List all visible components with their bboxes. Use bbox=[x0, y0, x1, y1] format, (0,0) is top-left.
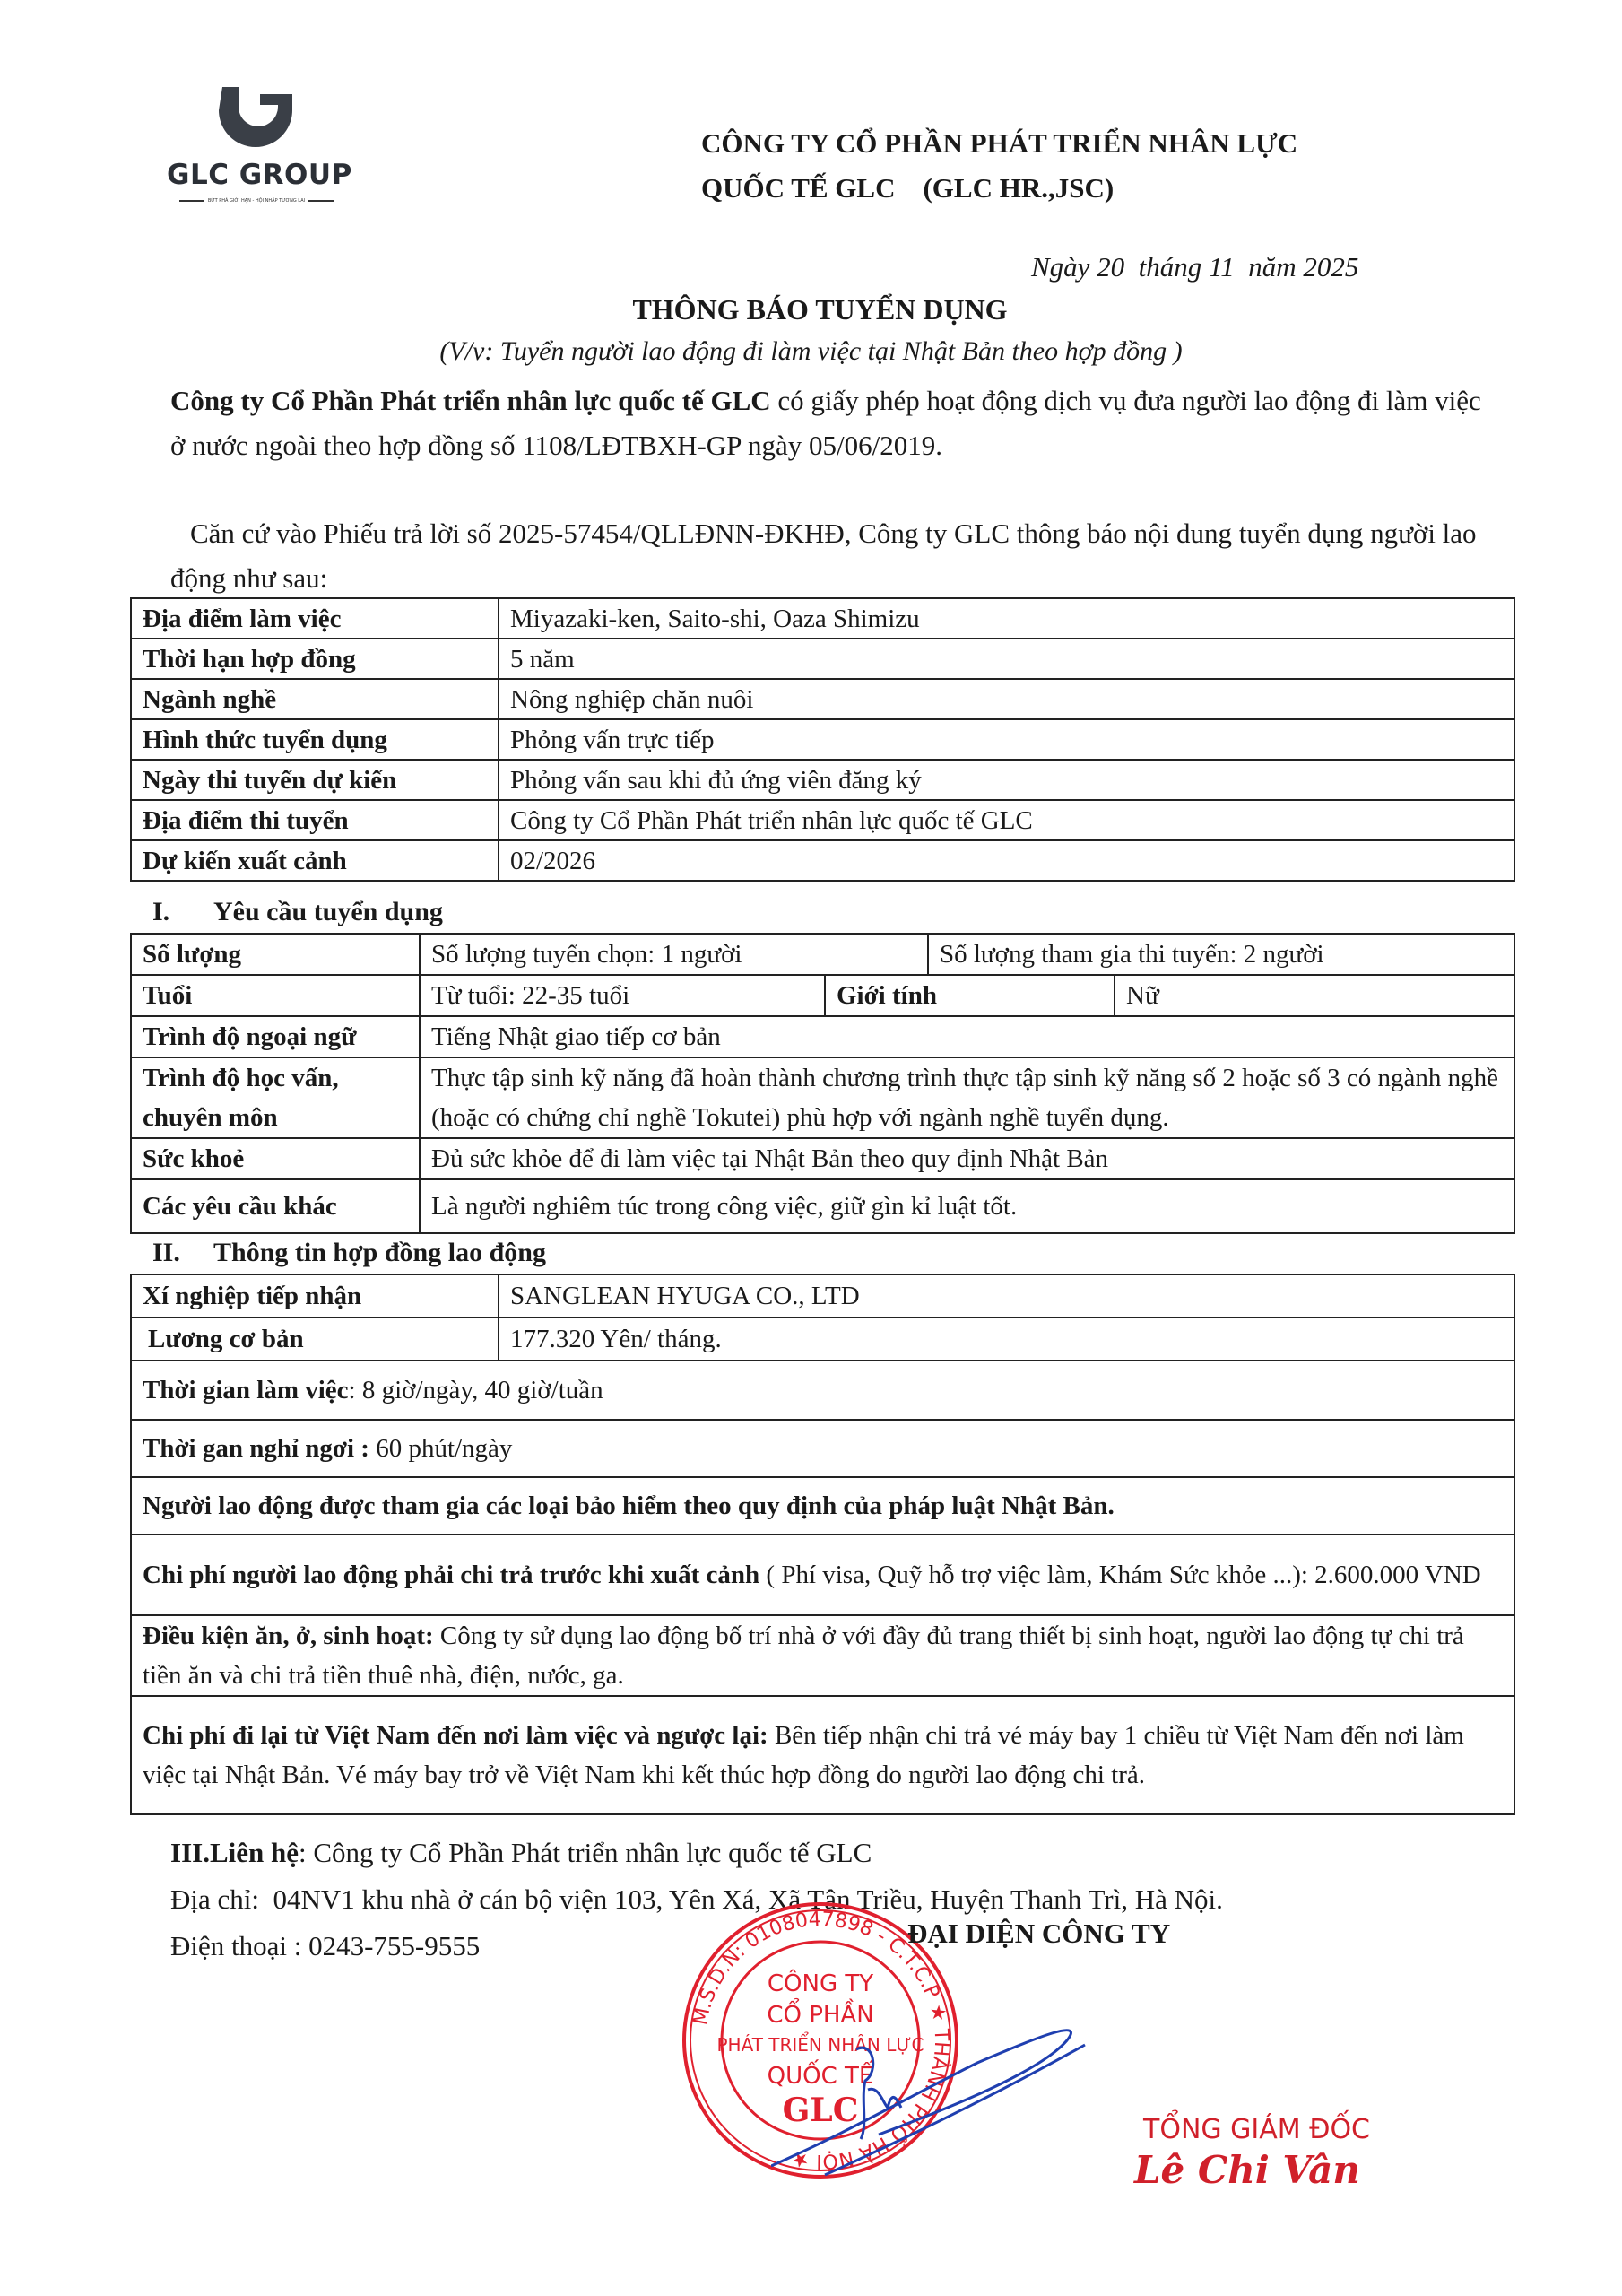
quantity-selected: Số lượng tuyển chọn: 1 người bbox=[420, 934, 928, 975]
pre-departure-cost-value: ( Phí visa, Quỹ hỗ trợ việc làm, Khám Sức khỏe ...): 2.600.000 VND bbox=[759, 1561, 1481, 1589]
living-conditions-label: Điều kiện ăn, ở, sinh hoạt: bbox=[143, 1622, 434, 1650]
logo-name: GLC GROUP bbox=[167, 159, 352, 191]
contact-address: Địa chỉ: 04NV1 khu nhà ở cán bộ viện 103, Yên Xá, Xã Tân Triều, Huyện Thanh Trì, Hà Nội. bbox=[170, 1883, 1223, 1915]
document-title: THÔNG BÁO TUYỂN DỤNG bbox=[632, 293, 1008, 326]
stamp-line-2: CỔ PHẦN bbox=[767, 2002, 874, 2029]
row-label: Ngày thi tuyển dự kiến bbox=[131, 760, 499, 800]
intro-text: có giấy phép hoạt động dịch vụ đưa người lao động đi làm việc ở nước ngoài theo hợp đồng số 1108/LĐTBXH-GP ngày 05/06/2019. bbox=[170, 385, 1481, 461]
table-row bbox=[131, 840, 1514, 881]
company-representative-heading: ĐẠI DIỆN CÔNG TY bbox=[907, 1918, 1171, 1949]
table-row bbox=[131, 1179, 1514, 1233]
quantity-label: Số lượng bbox=[131, 934, 420, 975]
gender-label: Giới tính bbox=[825, 975, 1115, 1016]
document-subtitle: (V/v: Tuyển người lao động đi làm việc tại Nhật Bản theo hợp đồng ) bbox=[439, 336, 1183, 366]
pre-departure-cost-cell bbox=[131, 1535, 1514, 1615]
signature-scribble bbox=[771, 2000, 1130, 2179]
rest-time-label: Thời gan nghỉ ngơi : bbox=[143, 1434, 369, 1463]
row-label: Hình thức tuyển dụng bbox=[131, 719, 499, 760]
row-value: Phỏng vấn sau khi đủ ứng viên đăng ký bbox=[499, 760, 1514, 800]
company-header bbox=[701, 121, 1297, 211]
row-value: Phỏng vấn trực tiếp bbox=[499, 719, 1514, 760]
work-time-value: : 8 giờ/ngày, 40 giờ/tuần bbox=[348, 1376, 603, 1405]
stamp-ring-text: M.S.D.N: 0108047898 - C.T.C.P ★ THÀNH PHỐ HÀ NỘI ★ bbox=[690, 1908, 953, 2173]
row-value: Miyazaki-ken, Saito-shi, Oaza Shimizu bbox=[499, 598, 1514, 639]
contact-company: : Công ty Cổ Phần Phát triển nhân lực quốc tế GLC bbox=[298, 1837, 872, 1868]
company-name-line2: QUỐC TẾ GLC (GLC HR.,JSC) bbox=[701, 172, 1115, 204]
table-row bbox=[131, 1274, 1514, 1318]
other-requirements-label: Các yêu cầu khác bbox=[131, 1179, 420, 1233]
section-2-number: II. bbox=[152, 1238, 180, 1267]
table-row bbox=[131, 639, 1514, 679]
intro-company-name: Công ty Cổ Phần Phát triển nhân lực quốc tế GLC bbox=[170, 385, 771, 416]
travel-cost-value: Bên tiếp nhận chi trả vé máy bay 1 chiều từ Việt Nam đến nơi làm việc tại Nhật Bản. Vé máy bay trở về Việt Nam khi kết thúc hợp đồng do người lao động chi trả. bbox=[143, 1721, 1464, 1789]
insurance-note: Người lao động được tham gia các loại bảo hiểm theo quy định của pháp luật Nhật Bản. bbox=[131, 1477, 1514, 1535]
basis-paragraph: Căn cứ vào Phiếu trả lời số 2025-57454/QLLĐNN-ĐKHĐ, Công ty GLC thông báo nội dung tuyển dụng người lao động như sau: bbox=[170, 517, 1477, 594]
table-row bbox=[131, 1057, 1514, 1138]
salary-label: Lương cơ bản bbox=[131, 1318, 499, 1361]
stamp-line-1: CÔNG TY bbox=[767, 1970, 874, 1997]
age-value: Từ tuổi: 22-35 tuổi bbox=[420, 975, 825, 1016]
rest-time-value: 60 phút/ngày bbox=[369, 1434, 513, 1463]
table-row bbox=[131, 1318, 1514, 1361]
row-value: Nông nghiệp chăn nuôi bbox=[499, 679, 1514, 719]
work-time-cell bbox=[131, 1361, 1514, 1420]
contact-company-line bbox=[170, 1830, 1223, 1876]
pre-departure-cost-label: Chi phí người lao động phải chi trả trước khi xuất cảnh bbox=[143, 1561, 760, 1589]
table-row bbox=[131, 1138, 1514, 1179]
table-row bbox=[131, 1535, 1514, 1615]
health-value: Đủ sức khỏe để đi làm việc tại Nhật Bản theo quy định Nhật Bản bbox=[420, 1138, 1514, 1179]
row-value: Công ty Cổ Phần Phát triển nhân lực quốc tế GLC bbox=[499, 800, 1514, 840]
rest-time-cell bbox=[131, 1420, 1514, 1477]
table-row bbox=[131, 679, 1514, 719]
table-row bbox=[131, 975, 1514, 1016]
section-2-heading bbox=[152, 1238, 546, 1268]
director-title: TỔNG GIÁM ĐỐC bbox=[1143, 2114, 1371, 2145]
salary-value: 177.320 Yên/ tháng. bbox=[499, 1318, 1514, 1361]
stamp-line-5: GLC bbox=[782, 2092, 859, 2129]
table-row bbox=[131, 760, 1514, 800]
work-time-label: Thời gian làm việc bbox=[143, 1376, 349, 1405]
company-name-line1: CÔNG TY CỔ PHẦN PHÁT TRIỂN NHÂN LỰC bbox=[701, 127, 1298, 159]
age-label: Tuổi bbox=[131, 975, 420, 1016]
table-row bbox=[131, 1696, 1514, 1814]
table-row bbox=[131, 1361, 1514, 1420]
section-2-title: Thông tin hợp đồng lao động bbox=[213, 1238, 546, 1267]
language-value: Tiếng Nhật giao tiếp cơ bản bbox=[420, 1016, 1514, 1057]
language-label: Trình độ ngoại ngữ bbox=[131, 1016, 420, 1057]
other-requirements-value: Là người nghiêm túc trong công việc, giữ gìn kỉ luật tốt. bbox=[420, 1179, 1514, 1233]
intro-paragraph bbox=[170, 378, 1497, 468]
gender-value: Nữ bbox=[1115, 975, 1514, 1016]
document-date: Ngày 20 tháng 11 năm 2025 bbox=[1031, 251, 1359, 283]
row-label: Dự kiến xuất cảnh bbox=[131, 840, 499, 881]
general-info-table bbox=[130, 597, 1515, 882]
requirements-table bbox=[130, 933, 1515, 1234]
table-row bbox=[131, 1477, 1514, 1535]
table-row bbox=[131, 1615, 1514, 1696]
company-logo bbox=[161, 85, 354, 220]
contact-label: III.Liên hệ bbox=[170, 1837, 299, 1868]
director-name: Lê Chi Vân bbox=[1134, 2148, 1360, 2192]
education-label: Trình độ học vấn, chuyên môn bbox=[131, 1057, 420, 1138]
health-label: Sức khoẻ bbox=[131, 1138, 420, 1179]
row-value: 02/2026 bbox=[499, 840, 1514, 881]
quantity-participants: Số lượng tham gia thi tuyển: 2 người bbox=[928, 934, 1514, 975]
section-1-title: Yêu cầu tuyển dụng bbox=[213, 897, 443, 926]
table-row bbox=[131, 1016, 1514, 1057]
logo-tagline: BỨT PHÁ GIỚI HẠN - HỘI NHẬP TƯƠNG LAI bbox=[167, 198, 346, 204]
table-row bbox=[131, 934, 1514, 975]
table-row bbox=[131, 719, 1514, 760]
row-label: Ngành nghề bbox=[131, 679, 499, 719]
table-row bbox=[131, 598, 1514, 639]
living-conditions-cell bbox=[131, 1615, 1514, 1696]
travel-cost-cell bbox=[131, 1696, 1514, 1814]
education-value: Thực tập sinh kỹ năng đã hoàn thành chương trình thực tập sinh kỹ năng số 2 hoặc số 3 có ngành nghề (hoặc có chứng chỉ nghề Tokutei) phù hợp với ngành nghề tuyển dụng. bbox=[420, 1057, 1514, 1138]
section-1-number: I. bbox=[152, 897, 170, 926]
employer-label: Xí nghiệp tiếp nhận bbox=[131, 1274, 499, 1318]
contract-table bbox=[130, 1274, 1515, 1815]
employer-value: SANGLEAN HYUGA CO., LTD bbox=[499, 1274, 1514, 1318]
glc-g-logo-icon bbox=[215, 85, 296, 148]
travel-cost-label: Chi phí đi lại từ Việt Nam đến nơi làm việc và ngược lại: bbox=[143, 1721, 768, 1750]
row-label: Địa điểm thi tuyển bbox=[131, 800, 499, 840]
living-conditions-value: Công ty sử dụng lao động bố trí nhà ở với đầy đủ trang thiết bị sinh hoạt, người lao động tự chi trả tiền ăn và chi trả tiền thuê nhà, điện, nước, ga. bbox=[143, 1622, 1464, 1690]
contact-phone: Điện thoại : 0243-755-9555 bbox=[170, 1930, 481, 1961]
table-row bbox=[131, 1420, 1514, 1477]
row-value: 5 năm bbox=[499, 639, 1514, 679]
stamp-line-4: QUỐC TẾ bbox=[767, 2063, 874, 2090]
stamp-line-3: PHÁT TRIỂN NHÂN LỰC bbox=[716, 2034, 924, 2056]
section-1-heading bbox=[152, 897, 443, 927]
table-row bbox=[131, 800, 1514, 840]
row-label: Thời hạn hợp đồng bbox=[131, 639, 499, 679]
row-label: Địa điểm làm việc bbox=[131, 598, 499, 639]
